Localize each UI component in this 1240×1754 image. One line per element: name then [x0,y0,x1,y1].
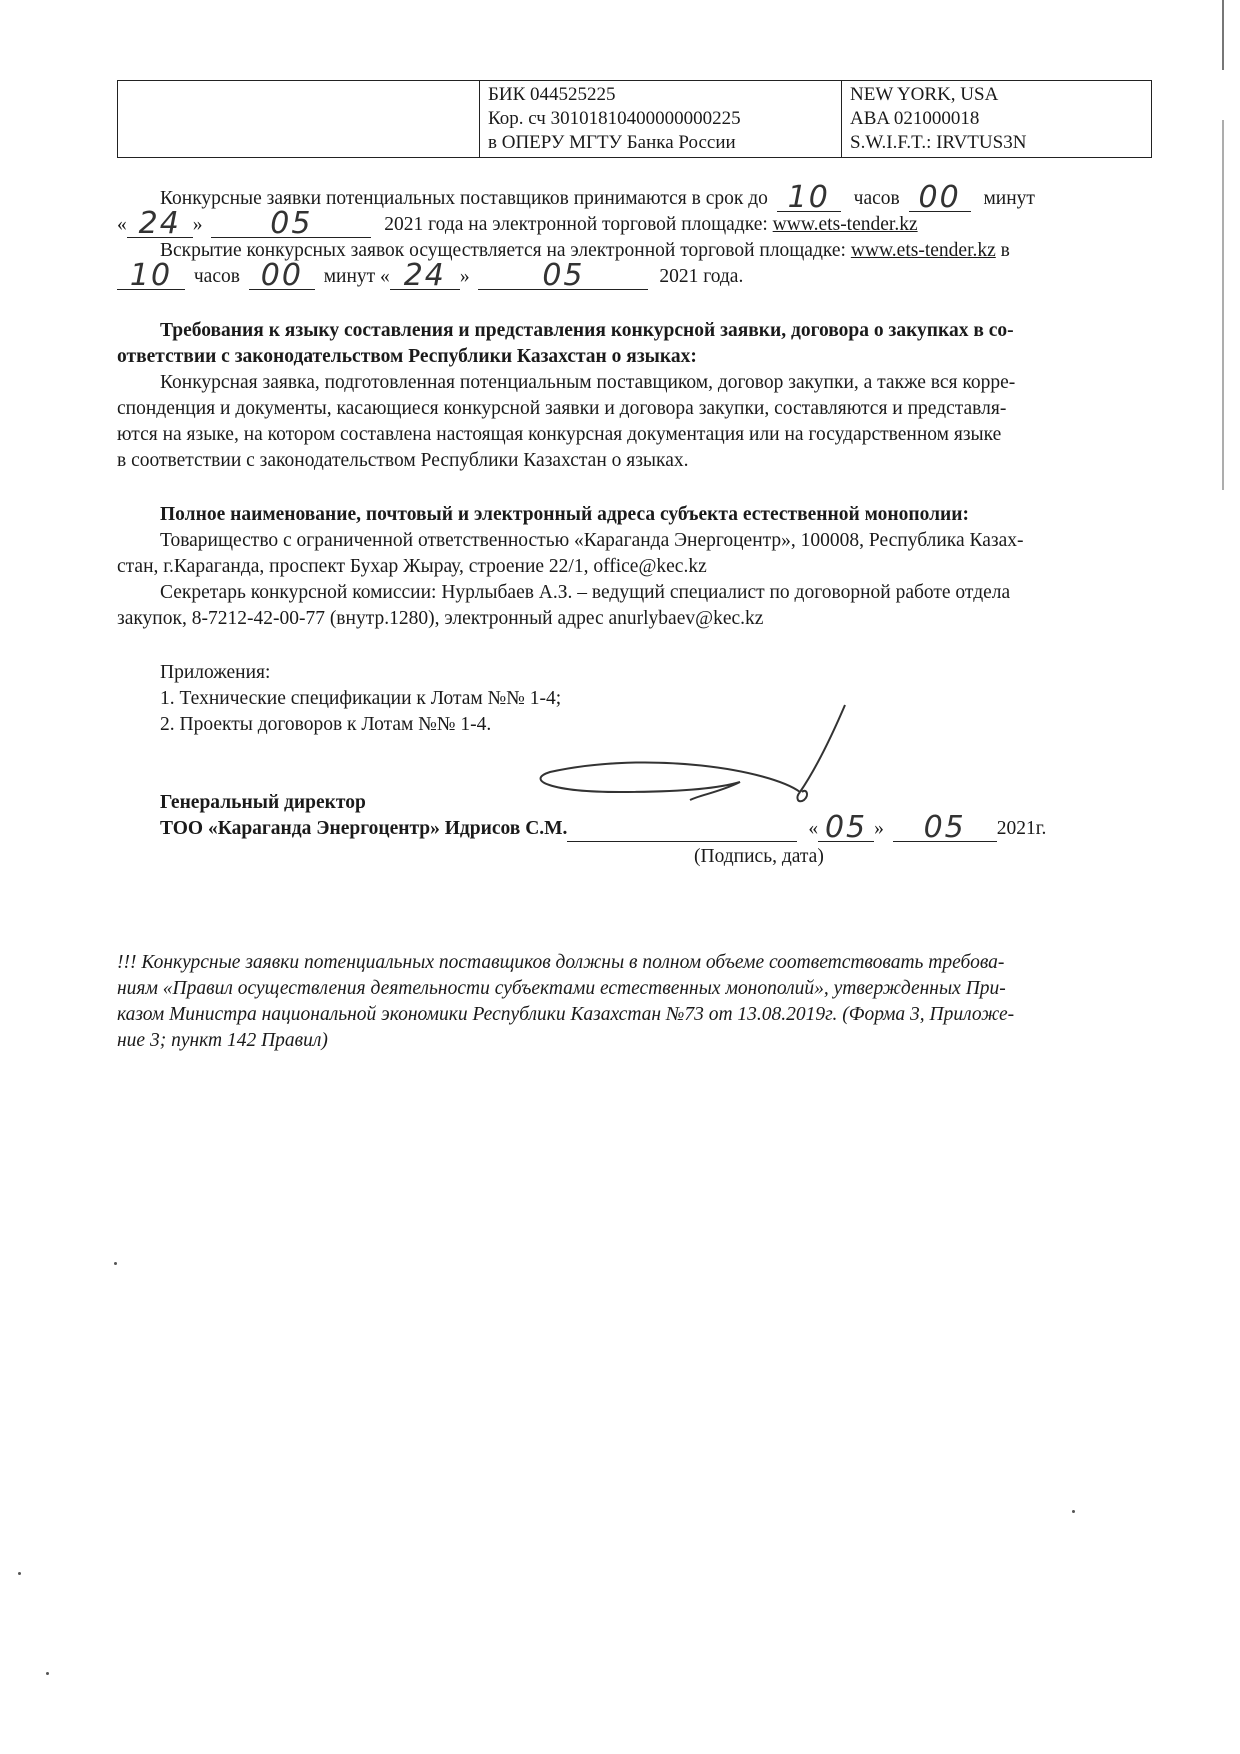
scan-edge-mark [1222,0,1224,70]
ets-tender-link[interactable]: www.ets-tender.kz [772,214,918,235]
attachment-item: 1. Технические спецификации к Лотам №№ 1-4; [160,688,562,709]
handwritten-minutes: 00 [918,180,961,215]
table-cell-russian-bank [480,81,842,158]
secretary-line: закупок, 8-7212-42-00-77 (внутр.1280), электронный адрес anurlybaev@kec.kz [117,608,764,629]
opening-day-field [390,258,460,293]
swift-code: S.W.I.F.T.: IRVTUS3N [850,132,1027,153]
secretary-line: Секретарь конкурсной комиссии: Нурлыбаев А.З. – ведущий специалист по договорной работе отдела [160,582,1011,603]
language-heading-1: Требования к языку составления и представления конкурсной заявки, договора о закупках в со- [160,320,1014,341]
table-cell-us-bank [842,81,1152,158]
minutes-word: минут [983,188,1035,209]
language-line: в соответствии с законодательством Республики Казахстан о языках. [117,450,689,471]
bik: БИК 044525225 [488,84,616,105]
scan-dot [114,1262,117,1265]
deadline-minutes-field [909,180,971,215]
opening-line-2 [117,258,744,293]
ets-tender-link-2[interactable]: www.ets-tender.kz [850,240,996,261]
quote-close: » [192,214,203,235]
attachment-item: 2. Проекты договоров к Лотам №№ 1-4. [160,714,492,735]
bank-branch: в ОПЕРУ МГТУ Банка России [488,132,736,153]
subject-line: Товарищество с ограниченной ответственностью «Караганда Энергоцентр», 100008, Республика Казах- [160,530,1024,551]
open-quote-close: » [459,266,470,287]
hours-word: часов [853,188,900,209]
handwritten-open-minutes: 00 [260,258,303,293]
sign-day-field [818,810,874,845]
deadline-day-field [127,206,193,241]
correspondent-account: Кор. сч 30101810400000000225 [488,108,741,129]
scan-dot [1072,1510,1075,1513]
table-cell-empty [118,81,480,158]
handwritten-signature [530,700,860,810]
open-minutes-word: минут « [323,266,390,287]
opening-month-field [478,258,648,293]
subject-line: стан, г.Караганда, проспект Бухар Жырау, строение 22/1, office@kec.kz [117,556,707,577]
aba-number: ABA 021000018 [850,108,980,129]
open-year: 2021 года. [659,266,744,287]
language-line: спонденция и документы, касающиеся конкурсной заявки и договора закупки, составляются и представля- [117,398,1007,419]
handwritten-day: 24 [138,206,181,241]
deadline-text-2: 2021 года на электронной торговой площадке: [384,214,768,235]
deadline-line-2 [117,206,918,241]
opening-minutes-field [249,258,315,293]
bank-details-table [117,80,1152,158]
footnote-line: казом Министра национальной экономики Республики Казахстан №73 от 13.08.2019г. (Форма 3, Приложе- [117,1004,1015,1025]
language-heading-2: ответствии с законодательством Республики Казахстан о языках: [117,346,697,367]
open-hours-word: часов [193,266,240,287]
bank-city: NEW YORK, USA [850,84,999,105]
signatory-name: ТОО «Караганда Энергоцентр» Идрисов С.М. [160,818,568,839]
quote-open: « [117,214,127,235]
scan-dot [18,1572,21,1575]
signature-caption: (Подпись, дата) [694,846,824,867]
handwritten-sign-month: 05 [923,810,966,845]
deadline-text: Конкурсные заявки потенциальных поставщиков принимаются в срок до [160,188,768,209]
sign-month-field [893,810,997,845]
scan-edge-mark [1222,120,1224,490]
signatory-title: Генеральный директор [160,792,366,813]
opening-hour-field [117,258,185,293]
language-line: ются на языке, на котором составлена настоящая конкурсная документация или на государственном языке [117,424,1002,445]
subject-heading: Полное наименование, почтовый и электронный адреса субъекта естественной монополии: [160,504,969,525]
sign-year: 2021г. [996,818,1047,839]
handwritten-sign-day: 05 [824,810,868,845]
handwritten-hour: 10 [787,180,830,215]
handwritten-month: 05 [270,206,313,241]
handwritten-open-day: 24 [403,258,446,293]
in-word: в [1000,240,1010,261]
handwritten-open-hour: 10 [129,258,173,293]
footnote-line: !!! Конкурсные заявки потенциальных поставщиков должны в полном объеме соответствовать требова- [117,952,1005,973]
table-row [118,81,1152,158]
language-line: Конкурсная заявка, подготовленная потенциальным поставщиком, договор закупки, а также вся корре- [160,372,1016,393]
scan-dot [46,1672,49,1675]
footnote-line: ние 3; пункт 142 Правил) [117,1030,328,1051]
deadline-month-field [211,206,371,241]
quote-close: » [874,818,884,839]
signature-line [160,810,1047,845]
signature-field [567,817,797,842]
handwritten-open-month: 05 [542,258,585,293]
opening-text: Вскрытие конкурсных заявок осуществляется на электронной торговой площадке: [160,240,846,261]
attachments-label: Приложения: [160,662,271,683]
footnote-line: ниям «Правил осуществления деятельности субъектами естественных монополий», утвержденных При- [117,978,1006,999]
deadline-hour-field [777,180,841,215]
quote-open: « [808,818,819,839]
